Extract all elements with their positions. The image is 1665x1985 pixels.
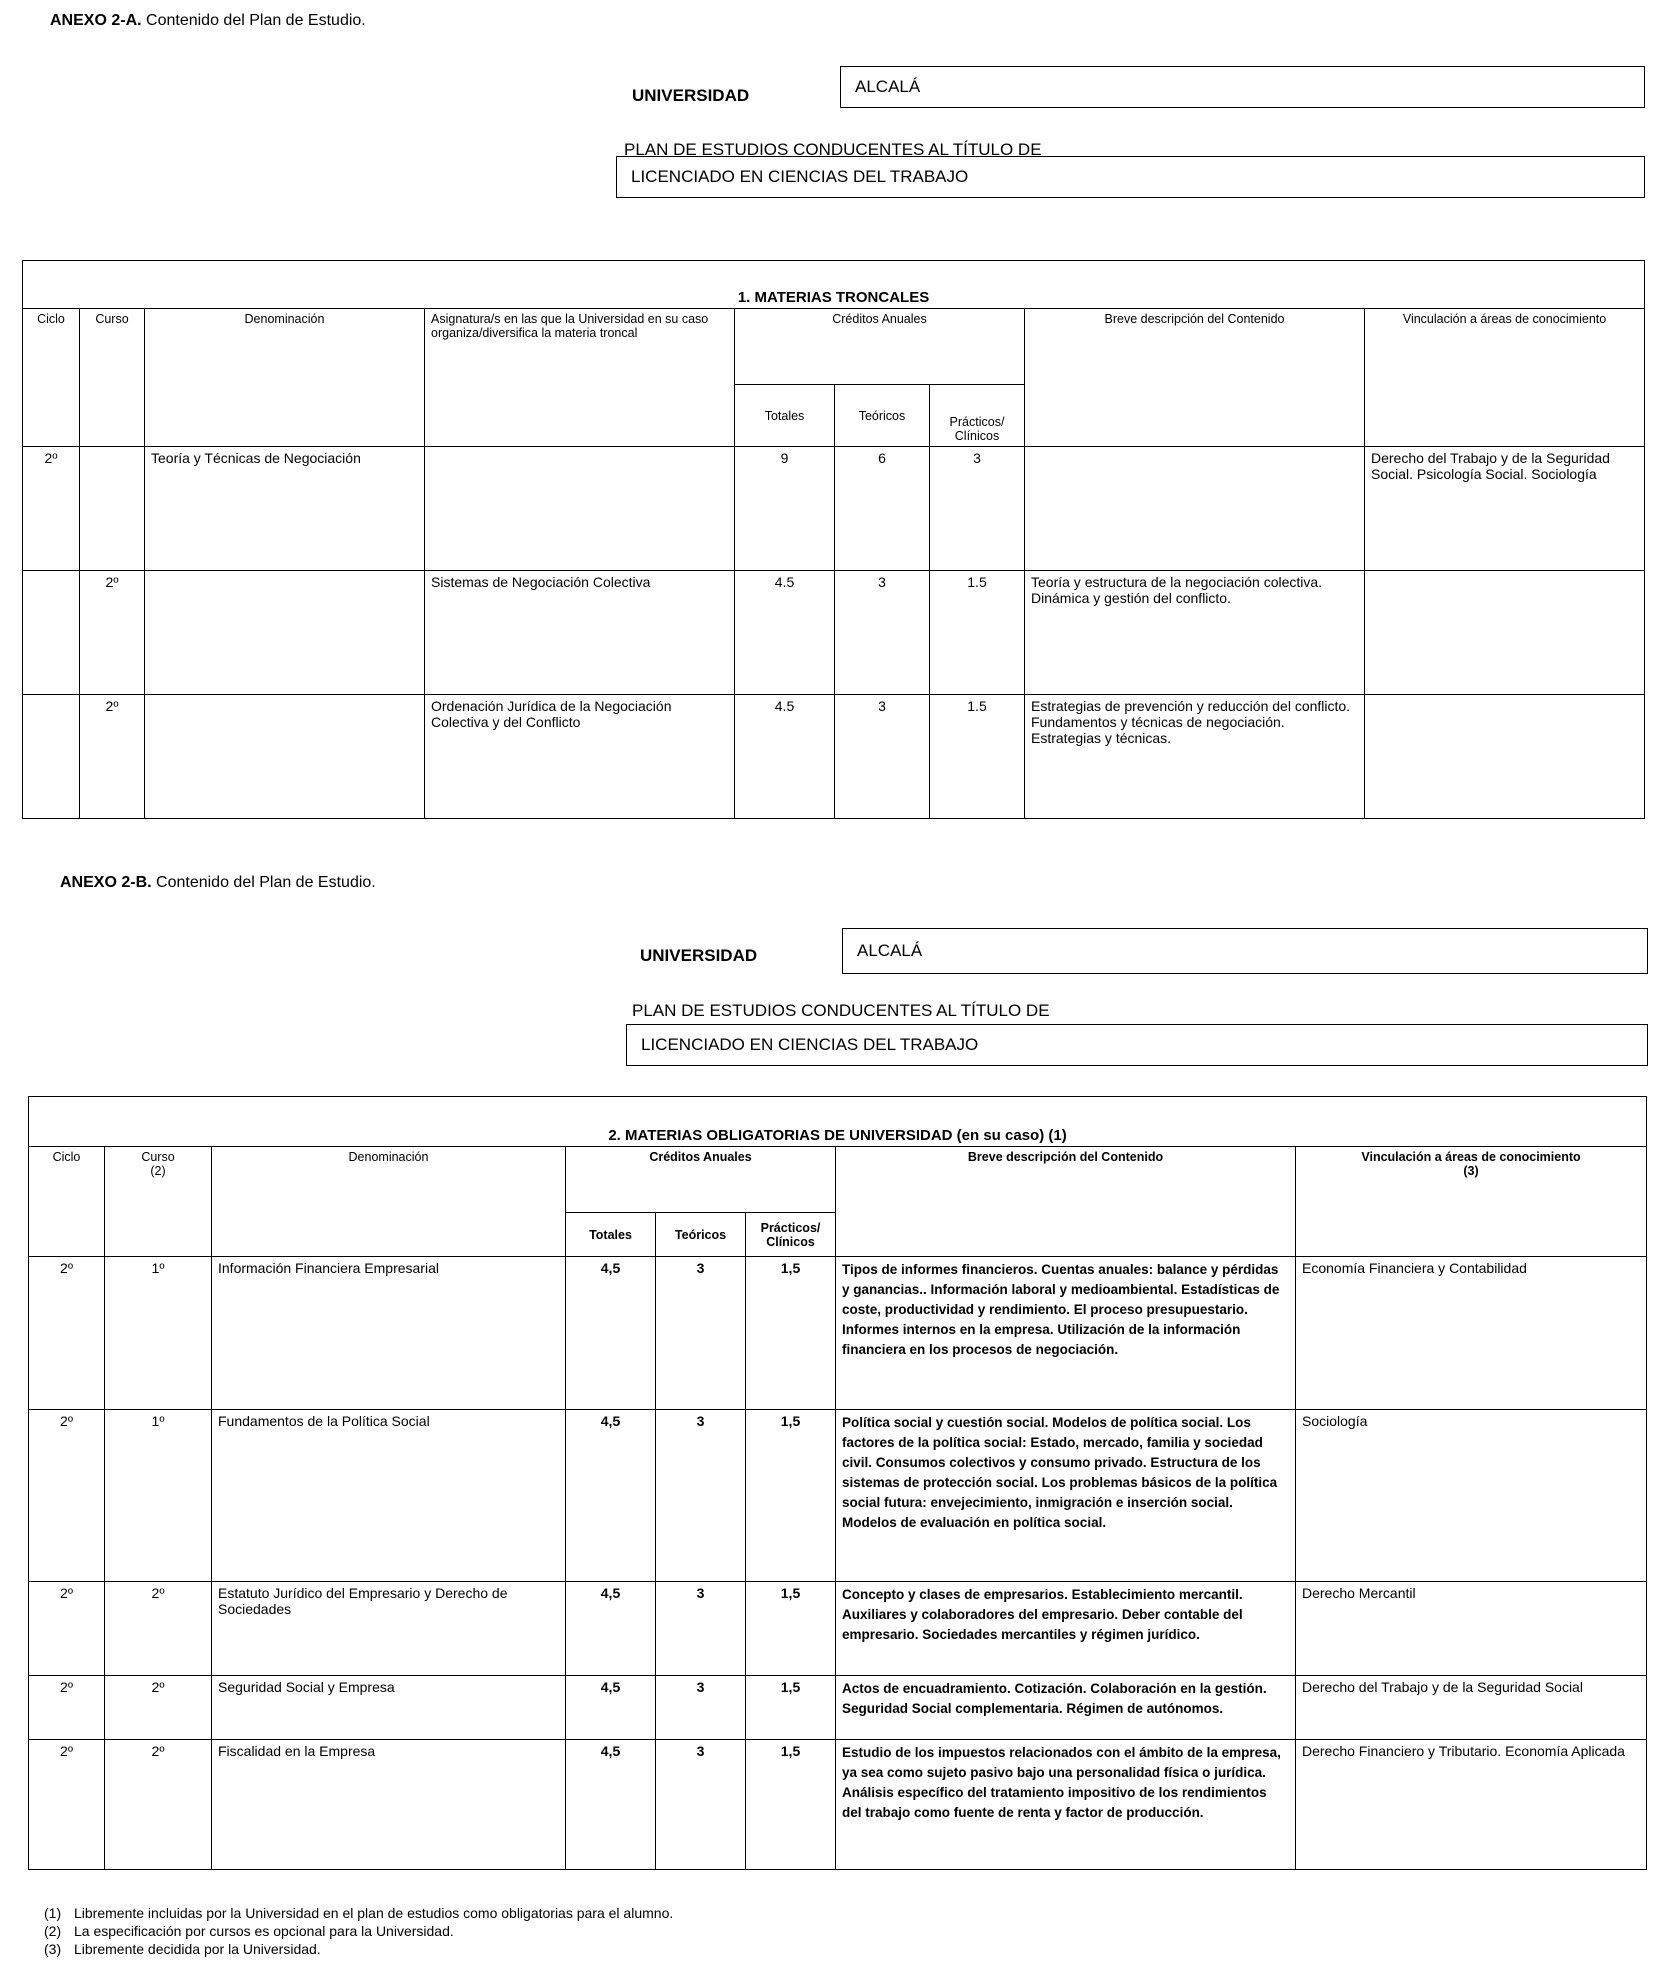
table-row (23, 695, 1645, 819)
header-creditos: Créditos Anuales (566, 1147, 836, 1213)
anexo-b-heading: ANEXO 2-B. Contenido del Plan de Estudio. (60, 874, 376, 891)
header-teoricos: Teóricos (835, 385, 930, 447)
cell-teoricos: 3 (656, 1257, 746, 1410)
cell-vinculacion (1365, 695, 1645, 819)
cell-curso (80, 447, 145, 571)
cell-curso: 2º (80, 571, 145, 695)
header-practicos: Prácticos/ Clínicos (930, 385, 1025, 447)
table-row (29, 1676, 1647, 1740)
cell-teoricos: 6 (835, 447, 930, 571)
cell-practicos: 1,5 (746, 1740, 836, 1870)
universidad-label: UNIVERSIDAD (632, 86, 750, 105)
cell-totales: 4,5 (566, 1410, 656, 1582)
cell-vinculacion: Derecho del Trabajo y de la Seguridad Social (1296, 1676, 1647, 1740)
universidad-value: ALCALÁ (840, 66, 1645, 108)
footnotes (44, 1904, 673, 1958)
header-asignatura: Asignatura/s en las que la Universidad en su caso organiza/diversifica la materia troncal (425, 309, 735, 447)
cell-vinculacion: Economía Financiera y Contabilidad (1296, 1257, 1647, 1410)
cell-teoricos: 3 (835, 695, 930, 819)
cell-ciclo: 2º (29, 1257, 105, 1410)
table-title: 2. MATERIAS OBLIGATORIAS DE UNIVERSIDAD (en su caso) (1) (29, 1097, 1647, 1147)
cell-ciclo (23, 571, 80, 695)
cell-curso: 2º (105, 1582, 212, 1676)
header-curso: Curso (2) (105, 1147, 212, 1257)
cell-ciclo: 2º (29, 1582, 105, 1676)
universidad-label: UNIVERSIDAD (640, 946, 758, 965)
cell-denominacion (145, 695, 425, 819)
universidad-value: ALCALÁ (842, 928, 1648, 974)
table-row (29, 1410, 1647, 1582)
cell-practicos: 1,5 (746, 1582, 836, 1676)
footnote: (2) La especificación por cursos es opcional para la Universidad. (44, 1923, 454, 1939)
cell-totales: 9 (735, 447, 835, 571)
cell-vinculacion (1365, 571, 1645, 695)
cell-teoricos: 3 (656, 1582, 746, 1676)
cell-breve: Estudio de los impuestos relacionados con el ámbito de la empresa, ya sea como sujeto pasivo bajo una personalidad física o jurídica. Análisis específico del tratamiento impositivo de los rendimientos del trabajo como fuente de renta y factor de producción. (836, 1740, 1296, 1870)
header-breve: Breve descripción del Contenido (836, 1147, 1296, 1257)
cell-curso: 2º (105, 1676, 212, 1740)
cell-totales: 4,5 (566, 1740, 656, 1870)
header-denominacion: Denominación (212, 1147, 566, 1257)
table-row (29, 1257, 1647, 1410)
cell-teoricos: 3 (656, 1676, 746, 1740)
anexo-a-heading: ANEXO 2-A. Contenido del Plan de Estudio. (50, 12, 366, 29)
cell-breve: Actos de encuadramiento. Cotización. Colaboración en la gestión. Seguridad Social complementaria. Régimen de autónomos. (836, 1676, 1296, 1740)
cell-asignatura (425, 447, 735, 571)
cell-teoricos: 3 (835, 571, 930, 695)
cell-practicos: 1,5 (746, 1410, 836, 1582)
materias-obligatorias-table (28, 1096, 1647, 1870)
cell-vinculacion: Derecho del Trabajo y de la Seguridad Social. Psicología Social. Sociología (1365, 447, 1645, 571)
cell-curso: 2º (80, 695, 145, 819)
table-row (29, 1740, 1647, 1870)
cell-ciclo: 2º (23, 447, 80, 571)
cell-practicos: 3 (930, 447, 1025, 571)
header-practicos: Prácticos/ Clínicos (746, 1213, 836, 1257)
plan-label: PLAN DE ESTUDIOS CONDUCENTES AL TÍTULO DE (632, 1001, 1050, 1020)
titulo-value: LICENCIADO EN CIENCIAS DEL TRABAJO (626, 1024, 1648, 1066)
footnote: (3) Libremente decidida por la Universidad. (44, 1941, 321, 1957)
cell-teoricos: 3 (656, 1740, 746, 1870)
cell-denominacion: Teoría y Técnicas de Negociación (145, 447, 425, 571)
materias-troncales-table (22, 260, 1645, 819)
cell-breve: Tipos de informes financieros. Cuentas anuales: balance y pérdidas y ganancias.. Información laboral y medioambiental. Estadísticas de coste, productividad y rendimiento. El proceso presupuestario. Informes internos en la empresa. Utilización de la información financiera en los procesos de negociación. (836, 1257, 1296, 1410)
cell-totales: 4,5 (566, 1676, 656, 1740)
cell-practicos: 1,5 (746, 1257, 836, 1410)
cell-totales: 4,5 (566, 1582, 656, 1676)
header-curso: Curso (80, 309, 145, 447)
cell-vinculacion: Derecho Financiero y Tributario. Economía Aplicada (1296, 1740, 1647, 1870)
header-denominacion: Denominación (145, 309, 425, 447)
cell-asignatura: Sistemas de Negociación Colectiva (425, 571, 735, 695)
cell-teoricos: 3 (656, 1410, 746, 1582)
cell-breve (1025, 447, 1365, 571)
header-vinculacion: Vinculación a áreas de conocimiento (1365, 309, 1645, 447)
cell-denominacion: Estatuto Jurídico del Empresario y Derecho de Sociedades (212, 1582, 566, 1676)
table-row (23, 571, 1645, 695)
cell-totales: 4.5 (735, 695, 835, 819)
header-totales: Totales (566, 1213, 656, 1257)
cell-denominacion: Información Financiera Empresarial (212, 1257, 566, 1410)
cell-curso: 1º (105, 1410, 212, 1582)
cell-ciclo (23, 695, 80, 819)
header-totales: Totales (735, 385, 835, 447)
cell-breve: Concepto y clases de empresarios. Establecimiento mercantil. Auxiliares y colaboradores del empresario. Deber contable del empresario. Sociedades mercantiles y régimen jurídico. (836, 1582, 1296, 1676)
cell-practicos: 1,5 (746, 1676, 836, 1740)
cell-totales: 4,5 (566, 1257, 656, 1410)
table-row (23, 447, 1645, 571)
header-teoricos: Teóricos (656, 1213, 746, 1257)
cell-curso: 2º (105, 1740, 212, 1870)
cell-totales: 4.5 (735, 571, 835, 695)
header-creditos: Créditos Anuales (735, 309, 1025, 385)
cell-denominacion: Fundamentos de la Política Social (212, 1410, 566, 1582)
header-ciclo: Ciclo (29, 1147, 105, 1257)
cell-denominacion (145, 571, 425, 695)
cell-vinculacion: Sociología (1296, 1410, 1647, 1582)
cell-practicos: 1.5 (930, 695, 1025, 819)
cell-practicos: 1.5 (930, 571, 1025, 695)
header-ciclo: Ciclo (23, 309, 80, 447)
cell-curso: 1º (105, 1257, 212, 1410)
table-title: 1. MATERIAS TRONCALES (23, 261, 1645, 309)
cell-denominacion: Seguridad Social y Empresa (212, 1676, 566, 1740)
plan-label: PLAN DE ESTUDIOS CONDUCENTES AL TÍTULO DE (624, 140, 1042, 159)
cell-ciclo: 2º (29, 1676, 105, 1740)
cell-asignatura: Ordenación Jurídica de la Negociación Colectiva y del Conflicto (425, 695, 735, 819)
cell-breve: Política social y cuestión social. Modelos de política social. Los factores de la política social: Estado, mercado, familia y sociedad civil. Consumos colectivos y consumo privado. Estructura de los sistemas de protección social. Los problemas básicos de la política social futura: envejecimiento, inmigración e inserción social. Modelos de evaluación en política social. (836, 1410, 1296, 1582)
cell-ciclo: 2º (29, 1410, 105, 1582)
header-vinculacion: Vinculación a áreas de conocimiento (3) (1296, 1147, 1647, 1257)
cell-breve: Estrategias de prevención y reducción del conflicto. Fundamentos y técnicas de negociación. Estrategias y técnicas. (1025, 695, 1365, 819)
header-breve: Breve descripción del Contenido (1025, 309, 1365, 447)
cell-denominacion: Fiscalidad en la Empresa (212, 1740, 566, 1870)
cell-breve: Teoría y estructura de la negociación colectiva. Dinámica y gestión del conflicto. (1025, 571, 1365, 695)
cell-ciclo: 2º (29, 1740, 105, 1870)
table-row (29, 1582, 1647, 1676)
titulo-value: LICENCIADO EN CIENCIAS DEL TRABAJO (616, 156, 1645, 198)
cell-vinculacion: Derecho Mercantil (1296, 1582, 1647, 1676)
footnote: (1) Libremente incluidas por la Universidad en el plan de estudios como obligatorias para el alumno. (44, 1905, 674, 1921)
